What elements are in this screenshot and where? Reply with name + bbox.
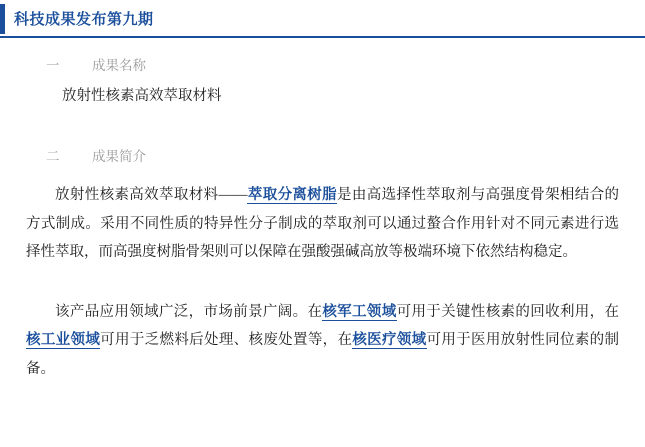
paragraph-text: 可用于医用放射性同位素的制备。: [26, 332, 620, 377]
highlighted-term: 萃取分离树脂: [247, 187, 338, 204]
document-body: [0, 38, 645, 383]
section-heading-name: [26, 54, 619, 74]
paragraph-text: 可用于关键性核素的回收利用，在: [396, 304, 620, 321]
highlighted-term: 核工业领域: [26, 332, 101, 349]
section-number: 一: [46, 58, 60, 73]
intro-paragraph-2: [26, 298, 619, 383]
header-divider: [0, 36, 645, 38]
paragraph-text: 可用于乏燃料后处理、核废处置等，在: [100, 332, 353, 349]
spacer: [26, 131, 619, 145]
section-heading-intro: [26, 145, 619, 165]
header-accent-bar: [0, 4, 5, 34]
section-number: 二: [46, 149, 60, 165]
highlighted-term: 核军工领域: [322, 304, 397, 321]
result-name-value: 放射性核素高效萃取材料: [62, 88, 222, 104]
section-label: 成果简介: [92, 149, 146, 165]
paragraph-text: 该产品应用领域广泛，市场前景广阔。在: [55, 304, 323, 321]
highlighted-term: 核医疗领域: [352, 332, 427, 349]
section-label: 成果名称: [92, 58, 146, 73]
spacer: [26, 280, 619, 298]
paragraph-text: 放射性核素高效萃取材料——: [55, 187, 248, 204]
paragraph-text: 是由高选择性萃取剂与高强度骨架相结合的方式制成。采用不同性质的特异性分子制成的萃取剂可以通过螯合作用针对不同元素进行选择性萃取，而高强度树脂骨架则可以保障在强酸强碱高放等极端环境下依然结构稳定。: [26, 187, 620, 260]
spacer: [26, 167, 619, 181]
intro-paragraph-1: [26, 181, 619, 266]
page-title: 科技成果发布第九期: [14, 10, 154, 28]
document-header: [0, 0, 645, 38]
